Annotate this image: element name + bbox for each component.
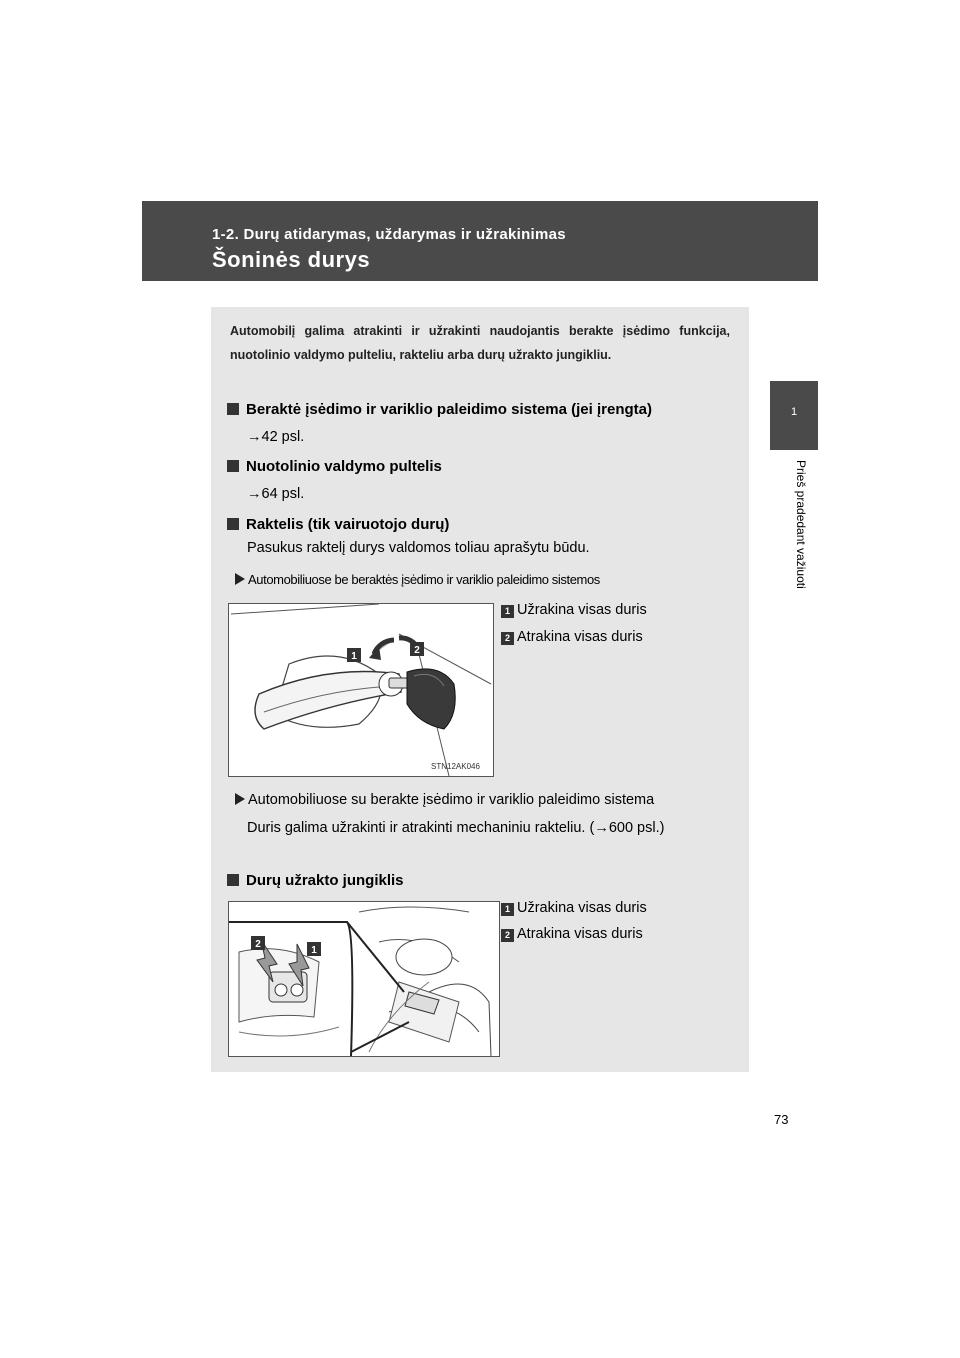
- chapter-tab-label: Prieš pradedant važiuoti: [794, 460, 808, 589]
- square-bullet-icon: [227, 874, 239, 886]
- heading-smart-entry: Beraktė įsėdimo ir variklio paleidimo sistema (jei įrengta): [227, 401, 652, 418]
- door-lock-switch-illustration: [229, 902, 499, 1056]
- key-door-figure: [228, 603, 494, 777]
- figure-badge-1: 1: [311, 945, 317, 956]
- square-bullet-icon: [227, 518, 239, 530]
- triangle-arrow-icon: [235, 793, 245, 805]
- key-legend-item: 1 Užrakina visas duris: [501, 602, 647, 618]
- page-number: 73: [774, 1112, 789, 1127]
- heading-key: Raktelis (tik vairuotojo durų): [227, 516, 449, 533]
- chapter-tab-number: 1: [770, 381, 818, 450]
- condition-with-smart-entry: Automobiliuose su berakte įsėdimo ir variklio paleidimo sistema: [235, 792, 654, 808]
- chapter-header: [142, 201, 818, 281]
- figure-badge-2: 2: [255, 939, 261, 950]
- figure-code: STN12AK046: [431, 762, 480, 771]
- content-box: [211, 307, 749, 1072]
- ref-smart-entry: →42 psl.: [247, 429, 305, 445]
- key-legend-item: 2 Atrakina visas duris: [501, 629, 643, 645]
- mechanical-key-text: Duris galima užrakinti ir atrakinti mechaniniu rakteliu. (→600 psl.): [247, 820, 665, 836]
- intro-text: Automobilį galima atrakinti ir užrakinti naudojantis berakte įsėdimo funkcija, nuotolinio valdymo pulteliu, rakteliu arba durų užrakto jungikliu.: [230, 324, 730, 362]
- square-bullet-icon: [227, 460, 239, 472]
- square-bullet-icon: [227, 403, 239, 415]
- figure-badge-1: 1: [351, 651, 357, 662]
- triangle-arrow-icon: [235, 573, 245, 585]
- condition-without-smart-entry: Automobiliuose be beraktės įsėdimo ir variklio paleidimo sistemos: [235, 572, 600, 587]
- figure-badge-2: 2: [414, 645, 420, 656]
- page-title: Šoninės durys: [212, 247, 371, 272]
- section-title: 1-2. Durų atidarymas, uždarymas ir užrakinimas: [212, 226, 566, 243]
- switch-legend-item: 2 Atrakina visas duris: [501, 926, 643, 942]
- heading-remote: Nuotolinio valdymo pultelis: [227, 458, 442, 475]
- ref-remote: →64 psl.: [247, 486, 305, 502]
- heading-lock-switch: Durų užrakto jungiklis: [227, 872, 404, 889]
- switch-legend-item: 1 Užrakina visas duris: [501, 900, 647, 916]
- door-handle-key-illustration: [229, 604, 493, 776]
- key-description: Pasukus raktelį durys valdomos toliau aprašytu būdu.: [247, 540, 590, 556]
- lock-switch-figure: [228, 901, 500, 1057]
